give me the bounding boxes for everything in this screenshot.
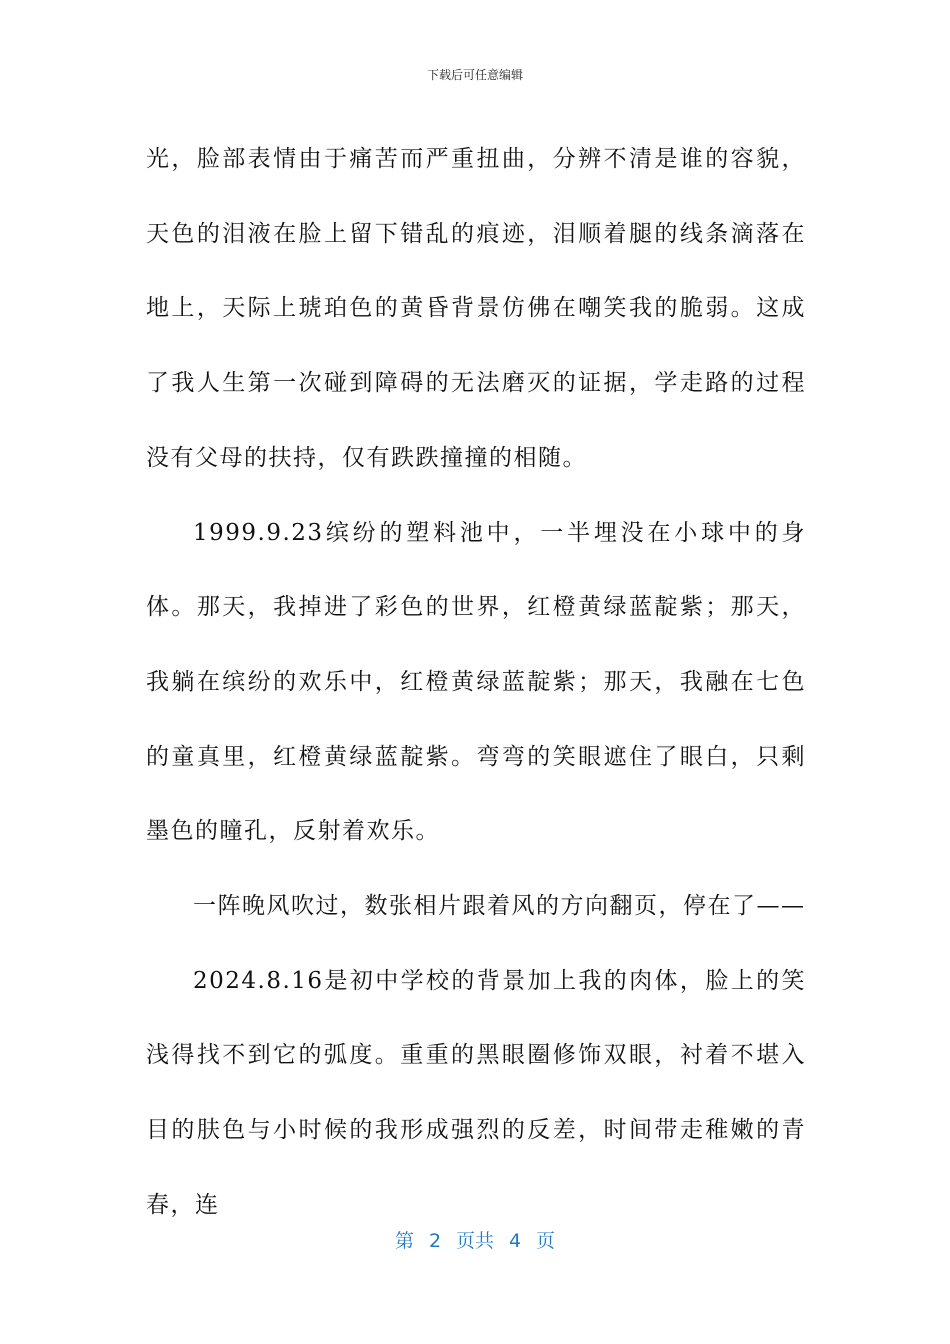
paragraph-2024: 2024.8.16是初中学校的背景加上我的肉体，脸上的笑浅得找不到它的弧度。重重的黑眼圈修饰双眼，衬着不堪入目的肤色与小时候的我形成强烈的反差，时间带走稚嫩的青春，连 — [146, 967, 806, 1218]
footer-suffix: 页 — [536, 1230, 556, 1252]
page-header-note: 下载后可任意编辑 — [426, 68, 523, 82]
footer-total-pages: 4 — [508, 1230, 522, 1252]
document-body — [146, 122, 806, 1243]
paragraph-1999: 1999.9.23缤纷的塑料池中，一半埋没在小球中的身体。那天，我掉进了彩色的世界，红橙黄绿蓝靛紫；那天，我躺在缤纷的欢乐中，红橙黄绿蓝靛紫；那天，我融在七色的童真里，红橙黄绿蓝靛紫。弯弯的笑眼遮住了眼白，只剩墨色的瞳孔，反射着欢乐。 — [146, 519, 806, 845]
footer-middle: 页共 — [455, 1230, 494, 1252]
paragraph-continued: 光，脸部表情由于痛苦而严重扭曲，分辨不清是谁的容貌，天色的泪液在脸上留下错乱的痕迹，泪顺着腿的线条滴落在地上，天际上琥珀色的黄昏背景仿佛在嘲笑我的脆弱。这成了我人生第一次碰到障碍的无法磨灭的证据，学走路的过程没有父母的扶持，仅有跌跌撞撞的相随。 — [146, 146, 806, 471]
footer-prefix: 第 — [394, 1230, 414, 1252]
page-footer — [0, 1226, 950, 1253]
paragraph-evening-wind: 一阵晚风吹过，数张相片跟着风的方向翻页，停在了—— — [193, 893, 806, 920]
footer-page-number: 2 — [428, 1230, 442, 1252]
